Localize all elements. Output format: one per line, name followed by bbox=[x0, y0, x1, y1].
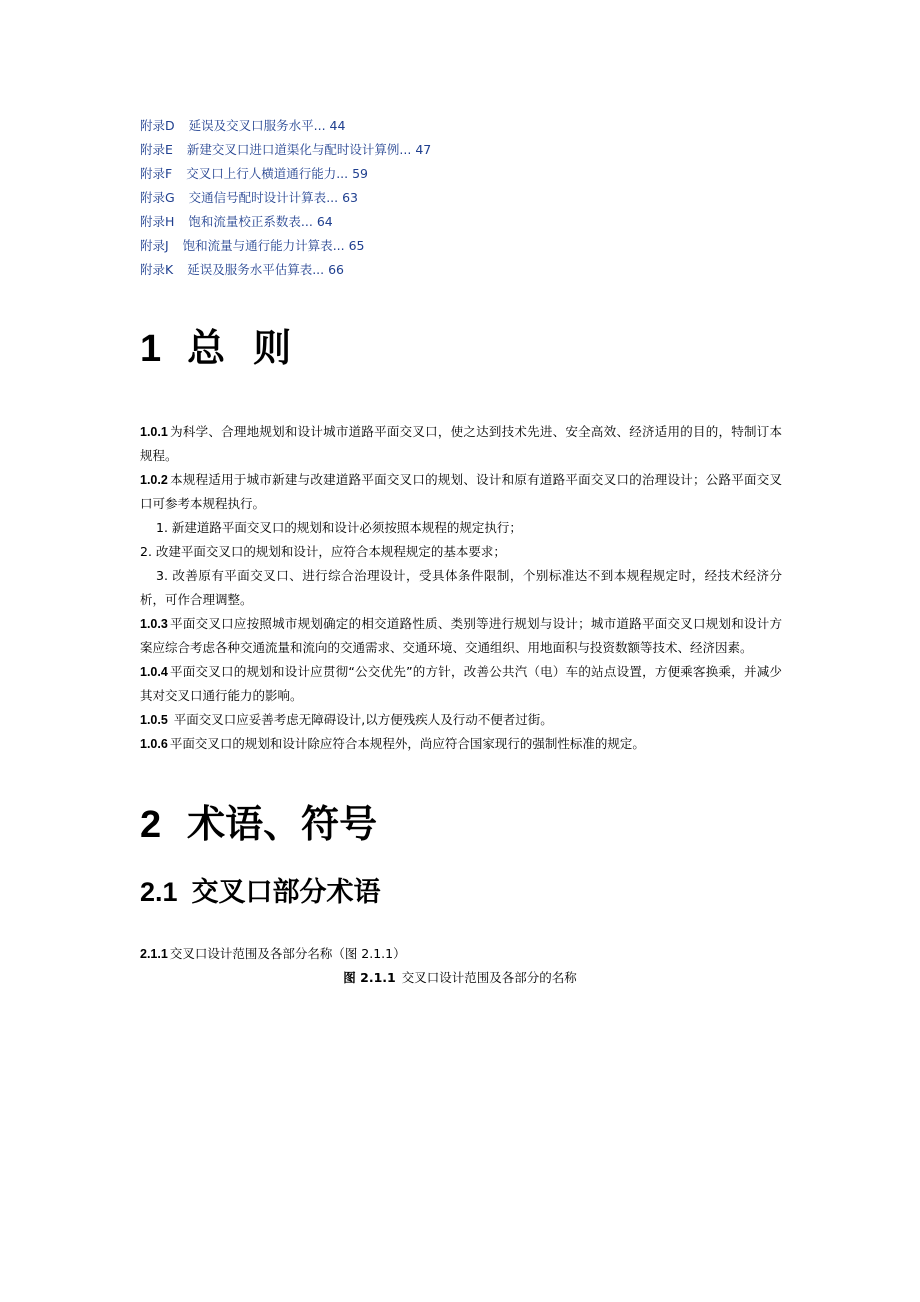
toc-label: 附录J bbox=[140, 238, 169, 253]
figure-caption-text: 交叉口设计范围及各部分的名称 bbox=[401, 970, 577, 985]
toc-item-appendix-e[interactable] bbox=[140, 138, 780, 162]
clause-text: 为科学、合理地规划和设计城市道路平面交叉口，使之达到技术先进、安全高效、经济适用的目的，特制订本规程。 bbox=[140, 424, 782, 463]
figure-caption bbox=[0, 968, 920, 988]
chapter-title: 总则 bbox=[187, 326, 320, 370]
clause-number: 1.0.3 bbox=[140, 617, 168, 631]
toc-title: 延误及交叉口服务水平 bbox=[188, 118, 314, 133]
toc-label: 附录D bbox=[140, 118, 175, 133]
toc-item-appendix-j[interactable] bbox=[140, 234, 780, 258]
list-item-text: 3. 改善原有平面交叉口、进行综合治理设计，受具体条件限制，个别标准达不到本规程规定时，经技术经济分析，可作合理调整。 bbox=[140, 568, 782, 607]
clause-number: 2.1.1 bbox=[140, 947, 168, 961]
figure-number: 图 2.1.1 bbox=[343, 970, 396, 985]
toc-leader: ... bbox=[336, 166, 353, 181]
list-item-text: 1. 新建道路平面交叉口的规划和设计必须按照本规程的规定执行； bbox=[156, 520, 522, 535]
list-item bbox=[140, 516, 782, 540]
chapter-number: 2 bbox=[140, 804, 162, 846]
clause-number: 1.0.1 bbox=[140, 425, 168, 439]
list-item bbox=[140, 564, 782, 612]
clause-number: 1.0.6 bbox=[140, 737, 168, 751]
clause-text: 交叉口设计范围及各部分名称（图 2.1.1） bbox=[169, 946, 406, 961]
section-2-1-heading bbox=[140, 878, 381, 908]
toc-title: 饱和流量与通行能力计算表 bbox=[182, 238, 333, 253]
clause-text: 平面交叉口应按照城市规划确定的相交道路性质、类别等进行规划与设计；城市道路平面交叉口规划和设计方案应综合考虑各种交通流量和流向的交通需求、交通环境、交通组织、用地面积与投资数额等技术、经济因素。 bbox=[140, 616, 782, 655]
table-of-contents bbox=[140, 114, 780, 282]
clause-text: 平面交叉口的规划和设计除应符合本规程外，尚应符合国家现行的强制性标准的规定。 bbox=[169, 736, 645, 751]
clause-text: 平面交叉口应妥善考虑无障碍设计,以方便残疾人及行动不便者过街。 bbox=[169, 712, 553, 727]
chapter-2-heading bbox=[140, 804, 377, 847]
toc-title: 延误及服务水平估算表 bbox=[187, 262, 313, 277]
toc-leader: ... bbox=[332, 238, 349, 253]
clause-paragraph bbox=[140, 660, 782, 708]
toc-label: 附录G bbox=[140, 190, 175, 205]
toc-item-appendix-d[interactable] bbox=[140, 114, 780, 138]
list-item-text: 2. 改建平面交叉口的规划和设计，应符合本规程规定的基本要求； bbox=[140, 544, 506, 559]
clause-text: 本规程适用于城市新建与改建道路平面交叉口的规划、设计和原有道路平面交叉口的治理设计；公路平面交叉口可参考本规程执行。 bbox=[140, 472, 782, 511]
toc-item-appendix-g[interactable] bbox=[140, 186, 780, 210]
section-number: 2.1 bbox=[140, 877, 178, 907]
clause-text: 平面交叉口的规划和设计应贯彻“公交优先”的方针，改善公共汽（电）车的站点设置，方便乘客换乘，并减少其对交叉口通行能力的影响。 bbox=[140, 664, 782, 703]
toc-leader: ... bbox=[399, 142, 416, 157]
section-title: 交叉口部分术语 bbox=[191, 877, 381, 908]
clause-paragraph bbox=[140, 468, 782, 516]
toc-page: 66 bbox=[328, 262, 345, 277]
toc-page: 44 bbox=[329, 118, 346, 133]
clause-paragraph bbox=[140, 708, 782, 732]
toc-title: 新建交叉口进口道渠化与配时设计算例 bbox=[186, 142, 400, 157]
toc-title: 交通信号配时设计计算表 bbox=[188, 190, 327, 205]
toc-label: 附录H bbox=[140, 214, 175, 229]
toc-leader: ... bbox=[300, 214, 317, 229]
clause-paragraph bbox=[140, 420, 782, 468]
toc-item-appendix-f[interactable] bbox=[140, 162, 780, 186]
clause-number: 1.0.5 bbox=[140, 713, 168, 727]
list-item bbox=[140, 540, 782, 564]
clause-paragraph bbox=[140, 732, 782, 756]
toc-item-appendix-h[interactable] bbox=[140, 210, 780, 234]
clause-paragraph bbox=[140, 612, 782, 660]
toc-leader: ... bbox=[312, 262, 329, 277]
toc-page: 47 bbox=[415, 142, 432, 157]
toc-title: 饱和流量校正系数表 bbox=[188, 214, 301, 229]
clause-number: 1.0.2 bbox=[140, 473, 168, 487]
chapter-1-body bbox=[140, 420, 782, 756]
chapter-1-heading bbox=[140, 328, 319, 371]
toc-label: 附录E bbox=[140, 142, 173, 157]
chapter-number: 1 bbox=[140, 328, 162, 370]
toc-leader: ... bbox=[326, 190, 343, 205]
toc-page: 64 bbox=[316, 214, 333, 229]
toc-label: 附录F bbox=[140, 166, 173, 181]
clause-2-1-1 bbox=[140, 944, 406, 964]
chapter-title: 术语、符号 bbox=[187, 802, 378, 846]
toc-title: 交叉口上行人横道通行能力 bbox=[186, 166, 337, 181]
toc-label: 附录K bbox=[140, 262, 174, 277]
toc-page: 65 bbox=[348, 238, 365, 253]
clause-number: 1.0.4 bbox=[140, 665, 168, 679]
toc-page: 59 bbox=[352, 166, 369, 181]
toc-item-appendix-k[interactable] bbox=[140, 258, 780, 282]
toc-leader: ... bbox=[313, 118, 330, 133]
toc-page: 63 bbox=[342, 190, 358, 205]
